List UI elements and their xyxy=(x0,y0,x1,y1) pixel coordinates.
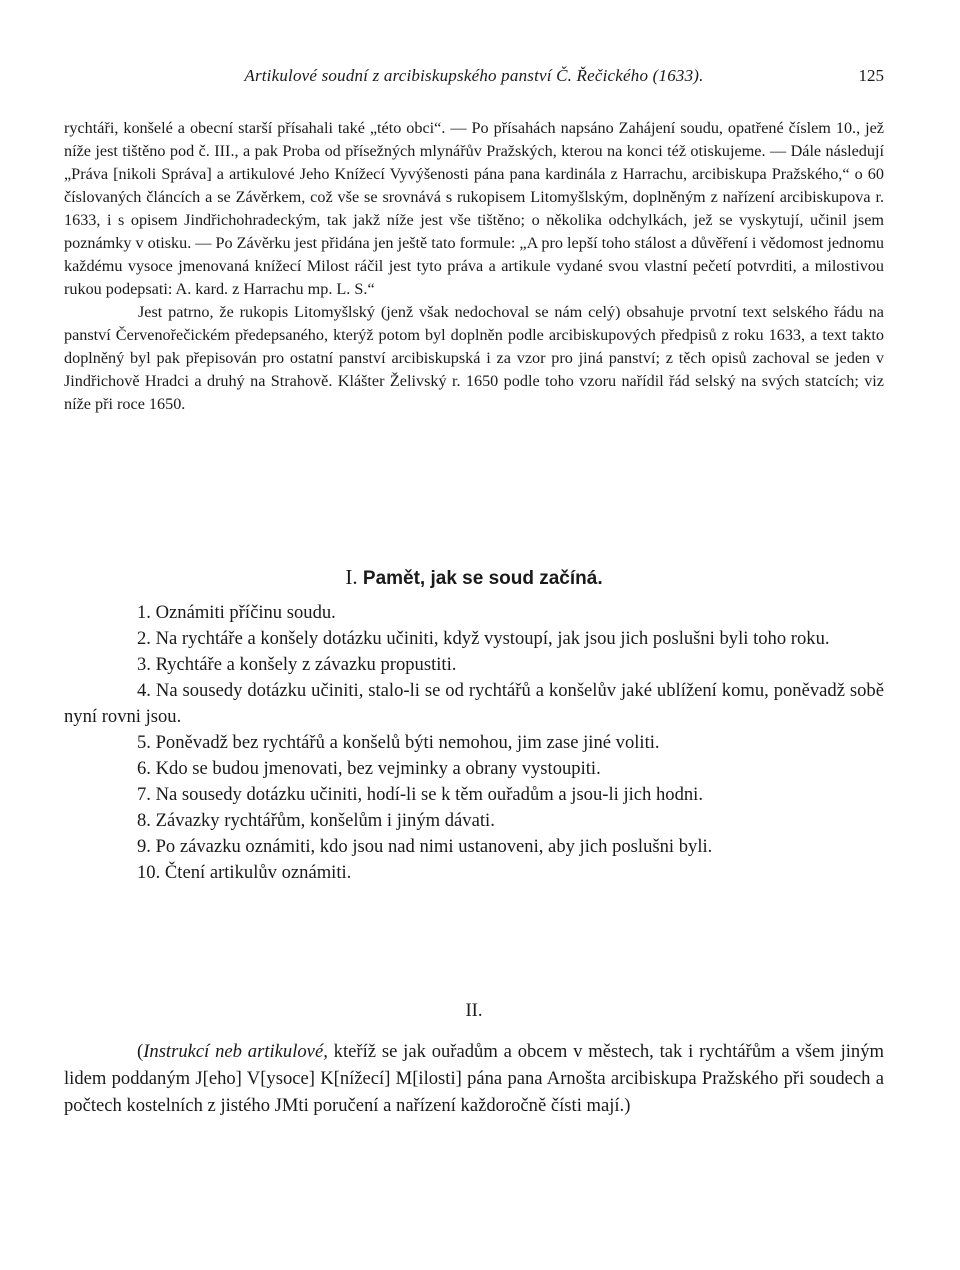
running-title: Artikulové soudní z arcibiskupského panství Č. Řečického (1633). xyxy=(244,66,704,85)
section-1-heading xyxy=(64,565,884,590)
list-item: 3. Rychtáře a konšely z závazku propustiti. xyxy=(137,654,457,675)
instruction-text: kteříž se jak ouřadům a obcem v městech, tak i rychtářům a všem jiným lidem poddaným J[eho] V[ysoce] K[nížecí] M[ilosti] pána pana Arnošta arcibiskupa Pražského při soudech a počtech kostelních z jistého JMti poručení a nařízení každoročně čísti mají.) xyxy=(64,1041,884,1116)
list-item: 9. Po závazku oznámiti, kdo jsou nad nimi ustanoveni, aby jich poslušni byli. xyxy=(137,836,713,857)
page-number: 125 xyxy=(858,66,884,85)
intro-paragraph-2: Jest patrno, že rukopis Litomyšlský (jenž však nedochoval se nám celý) obsahuje prvotní text selského řádu na panství Červenořečickém předepsaného, kterýž potom byl doplněn podle arcibiskupových předpisů z roku 1633, a text takto doplněný byl pak přepisován pro ostatní panství arcibiskupská i za vzor pro jiná panství; z těch opisů zachoval se jeden v Jindřichově Hradci a druhý na Strahově. Klášter Želivský r. 1650 podle toho vzoru nařídil řád selský na svých statcích; viz níže při roce 1650. xyxy=(64,303,884,413)
section-2-heading: II. xyxy=(465,1000,483,1021)
page-header xyxy=(64,66,884,92)
intro-text xyxy=(64,117,884,416)
instruction-paragraph xyxy=(64,1038,884,1119)
list-item: 5. Poněvadž bez rychtářů a konšelů býti nemohou, jim zase jiné voliti. xyxy=(137,732,660,753)
section-1-list xyxy=(64,600,884,886)
list-item: 8. Závazky rychtářům, konšelům i jiným dávati. xyxy=(137,810,495,831)
list-item: 7. Na sousedy dotázku učiniti, hodí-li se k těm ouřadům a jsou-li jich hodni. xyxy=(137,784,703,805)
list-item: 4. Na sousedy dotázku učiniti, stalo-li se od rychtářů a konšelův jaké ublížení komu, poněvadž sobě nyní rovni jsou. xyxy=(64,680,884,727)
section-1-title: Pamět, jak se soud začíná. xyxy=(362,568,603,589)
instruction-italic-title: Instrukcí neb artikulové, xyxy=(143,1041,328,1062)
open-paren: ( xyxy=(137,1041,144,1062)
section-1-numeral: I. xyxy=(345,565,358,589)
list-item: 6. Kdo se budou jmenovati, bez vejminky a obrany vystoupiti. xyxy=(137,758,601,779)
section-2-instruction xyxy=(64,1038,884,1119)
list-item: 2. Na rychtáře a konšely dotázku učiniti, když vystoupí, jak jsou jich poslušni byli toho roku. xyxy=(137,628,830,649)
list-item: 1. Oznámiti příčinu soudu. xyxy=(137,602,336,623)
intro-paragraph-1: rychtáři, konšelé a obecní starší přísahali také „této obci“. — Po přísahách napsáno Zahájení soudu, opatřené číslem 10., jež níže jest tištěno pod č. III., a pak Proba od přísežných mlynářův Pražských, kterou na konci též otiskujeme. — Dále následují „Práva [nikoli Správa] a artikulové Jeho Knížecí Vyvýšenosti pána pana kardinála z Harrachu, arcibiskupa Pražského,“ o 60 číslovaných článcích a se Závěrkem, což vše se srovnává s rukopisem Litomyšlským, doplněným z nařízení arcibiskupova r. 1633, i s opisem Jindřichohradeckým, tak jakž níže jest vše tištěno; o několika odchylkách, jež se vyskytují, učinil jsem poznámky v otisku. — Po Závěrku jest přidána jen ještě tato formule: „A pro lepší toho stálost a důvěření i vědomost jednomu každému vysoce jmenovaná knížecí Milost ráčil jest tyto práva a artikule vydané svou vlastní pečetí potvrditi, a milostivou rukou podepsati: A. kard. z Harrachu mp. L. S.“ xyxy=(64,119,885,298)
list-item: 10. Čtení artikulův oznámiti. xyxy=(137,862,352,883)
